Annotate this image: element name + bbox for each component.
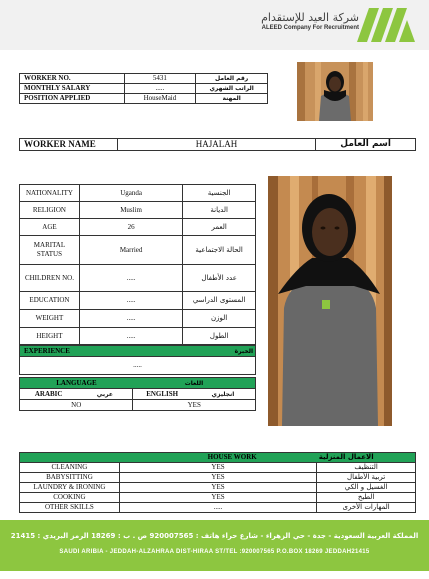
footer-address-ar: المملكة العربية السعودية - جدة - حي الزهراء - شارع حراء هاتف : 920007565 ص . ب : 18269 الرمز البريدي : 21415	[10, 532, 419, 540]
house-work-label-ar: الاعمال المنزلية	[317, 453, 416, 463]
house-work-header-row	[20, 453, 416, 463]
table-row	[20, 236, 256, 265]
height-value: .....	[79, 328, 182, 345]
nationality-label: NATIONALITY	[20, 185, 80, 202]
weight-label: WEIGHT	[20, 310, 80, 328]
position-value: HouseMaid	[124, 94, 196, 104]
table-row	[20, 202, 256, 219]
children-label-ar: عدد الأطفال	[183, 265, 256, 292]
nationality-label-ar: الجنسية	[183, 185, 256, 202]
nationality-value: Uganda	[79, 185, 182, 202]
babysitting-label: BABYSITTING	[20, 473, 120, 483]
table-row	[20, 185, 256, 202]
other-skills-value: .....	[119, 503, 316, 513]
arabic-value: NO	[20, 400, 133, 411]
table-row	[20, 493, 416, 503]
weight-label-ar: الوزن	[183, 310, 256, 328]
worker-name-label: WORKER NAME	[20, 139, 118, 151]
table-row	[20, 463, 416, 473]
language-header-row	[20, 378, 256, 389]
laundry-label-ar: الغسيل و الكي	[317, 483, 416, 493]
cooking-label: COOKING	[20, 493, 120, 503]
experience-label-ar: الخبرة	[137, 346, 255, 357]
table-row	[20, 473, 416, 483]
marital-status-value: Married	[79, 236, 182, 265]
laundry-value: YES	[119, 483, 316, 493]
arabic-label-ar: عربي	[77, 389, 133, 400]
page-header	[0, 0, 429, 50]
cooking-label-ar: الطبخ	[317, 493, 416, 503]
company-name-ar: شركة العيد للإستقدام	[261, 11, 359, 24]
laundry-label: LAUNDRY & IRONING	[20, 483, 120, 493]
education-label: EDUCATION	[20, 292, 80, 310]
marital-status-label: MARITAL STATUS	[20, 236, 80, 265]
house-work-table	[19, 452, 416, 513]
worker-no-label-ar: رقم العامل	[196, 74, 268, 84]
marital-status-label-ar: الحالة الاجتماعية	[183, 236, 256, 265]
cleaning-label-ar: التنظيف	[317, 463, 416, 473]
table-row	[20, 328, 256, 345]
education-label-ar: المستوى الدراسي	[183, 292, 256, 310]
other-skills-label: OTHER SKILLS	[20, 503, 120, 513]
religion-label: RELIGION	[20, 202, 80, 219]
experience-header-row	[20, 346, 256, 357]
table-row	[20, 219, 256, 236]
table-row	[20, 292, 256, 310]
company-name-en: ALEED Company For Recruitment	[261, 25, 359, 31]
height-label-ar: الطول	[183, 328, 256, 345]
english-value: YES	[133, 400, 256, 411]
worker-photo-large	[268, 176, 392, 426]
language-label-ar: اللغات	[133, 378, 256, 389]
table-row	[20, 94, 268, 104]
table-row	[20, 139, 416, 151]
english-label: ENGLISH	[133, 389, 191, 400]
children-label: CHILDREN NO.	[20, 265, 80, 292]
position-label: POSITION APPLIED	[20, 94, 125, 104]
cooking-value: YES	[119, 493, 316, 503]
experience-table	[19, 345, 256, 375]
table-row	[20, 310, 256, 328]
age-label: AGE	[20, 219, 80, 236]
personal-info-table	[19, 184, 256, 345]
babysitting-value: YES	[119, 473, 316, 483]
worker-name-label-ar: اسم العامل	[316, 139, 416, 151]
cleaning-label: CLEANING	[20, 463, 120, 473]
table-row	[20, 400, 256, 411]
salary-label-ar: الراتب الشهري	[196, 84, 268, 94]
religion-label-ar: الديانة	[183, 202, 256, 219]
language-label: LANGUAGE	[20, 378, 133, 389]
arabic-label: ARABIC	[20, 389, 78, 400]
table-row	[20, 265, 256, 292]
table-row	[20, 357, 256, 375]
language-table	[19, 377, 256, 411]
position-label-ar: المهنة	[196, 94, 268, 104]
other-skills-label-ar: المهارات الأخرى	[317, 503, 416, 513]
weight-value: .....	[79, 310, 182, 328]
height-label: HEIGHT	[20, 328, 80, 345]
worker-name-value: HAJALAH	[117, 139, 315, 151]
table-row	[20, 84, 268, 94]
company-name-block	[261, 11, 359, 32]
footer-address-en: SAUDI ARIBIA - JEDDAH-ALZAHRAA DIST-HIRAA ST/TEL :920007565 P.O.BOX 18269 JEDDAH21415	[59, 549, 370, 555]
age-label-ar: العمر	[183, 219, 256, 236]
table-row	[20, 389, 256, 400]
religion-value: Muslim	[79, 202, 182, 219]
experience-label: EXPERIENCE	[20, 346, 138, 357]
worker-photo-small	[297, 62, 373, 121]
experience-value: .....	[20, 357, 256, 375]
table-row	[20, 74, 268, 84]
babysitting-label-ar: تربية الأطفال	[317, 473, 416, 483]
age-value: 26	[79, 219, 182, 236]
table-row	[20, 503, 416, 513]
salary-label: MONTHLY SALARY	[20, 84, 125, 94]
children-value: .....	[79, 265, 182, 292]
english-label-ar: انجليزي	[191, 389, 256, 400]
education-value: .....	[79, 292, 182, 310]
page-footer	[0, 520, 429, 571]
company-logo-icon	[357, 8, 415, 42]
table-row	[20, 483, 416, 493]
cleaning-value: YES	[119, 463, 316, 473]
worker-no-value: 5431	[124, 74, 196, 84]
worker-name-table	[19, 138, 416, 151]
worker-summary-table	[19, 73, 268, 104]
house-work-label: HOUSE WORK	[20, 453, 317, 463]
worker-no-label: WORKER NO.	[20, 74, 125, 84]
salary-value: .....	[124, 84, 196, 94]
